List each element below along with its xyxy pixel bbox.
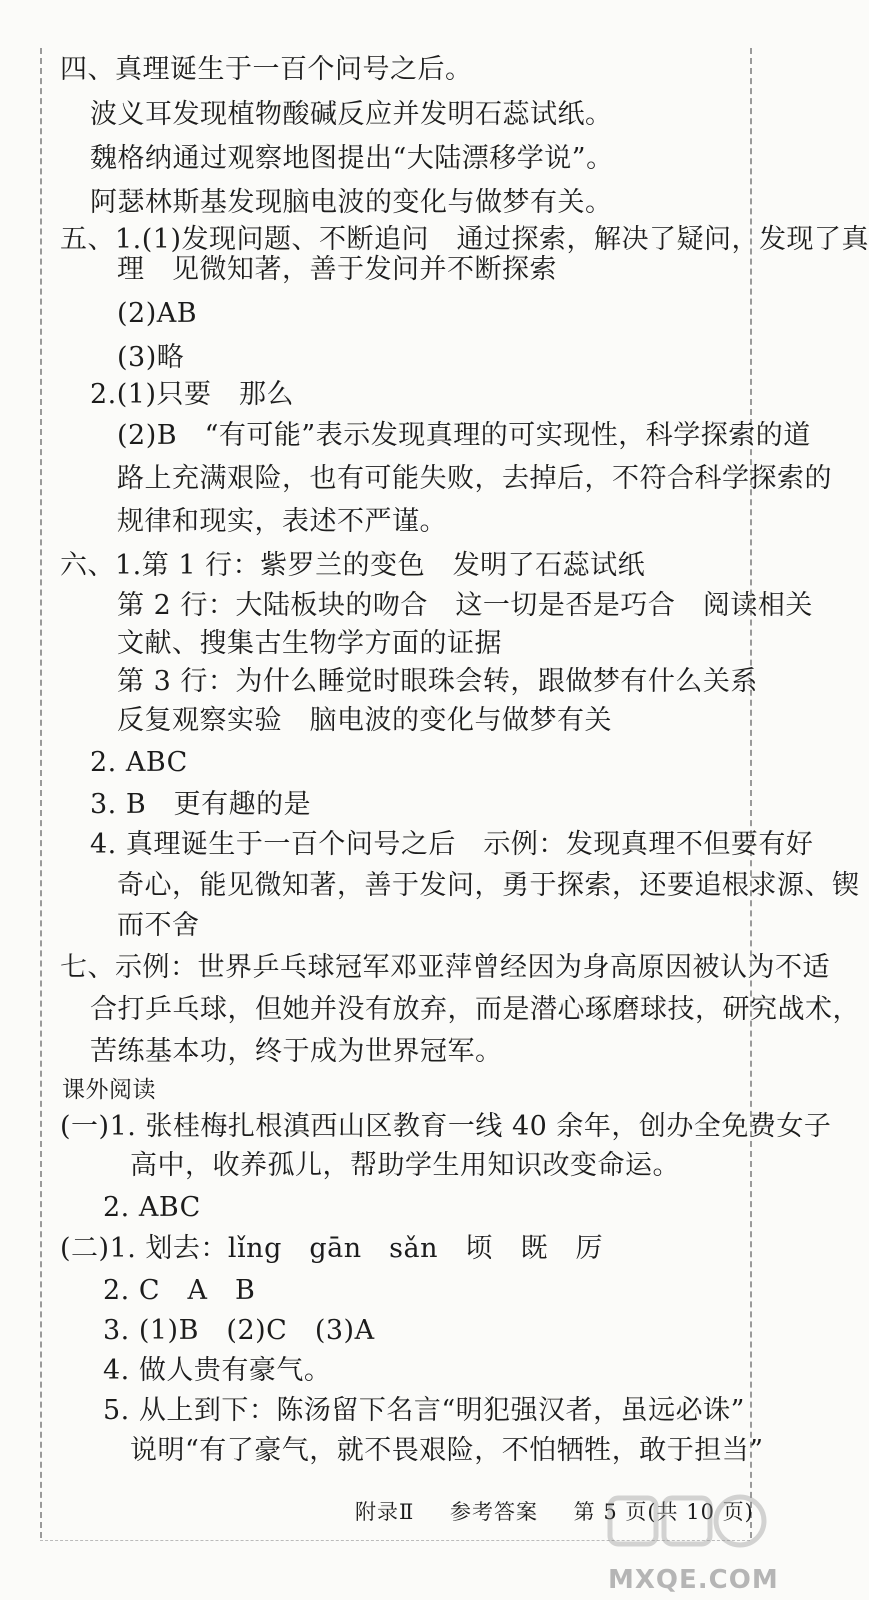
answer-line-35: 说明“有了豪气，就不畏艰险，不怕牺牲，敢于担当” (130, 1435, 764, 1466)
answer-line-2: 波义耳发现植物酸碱反应并发明石蕊试纸。 (90, 99, 613, 130)
watermark-text: MXQE.COM (608, 1565, 779, 1595)
footer-section: 参考答案 (449, 1500, 538, 1524)
answer-line-9: 2.(1)只要 那么 (90, 379, 295, 410)
answer-line-15: 文献、搜集古生物学方面的证据 (117, 628, 502, 659)
answer-line-28: 高中，收养孤儿，帮助学生用知识改变命运。 (130, 1150, 680, 1181)
answer-line-32: 3. (1)B (2)C (3)A (103, 1315, 375, 1346)
answer-line-1: 四、真理诞生于一百个问号之后。 (60, 54, 473, 85)
answer-line-22: 而不舍 (117, 910, 200, 941)
answer-line-23: 七、示例：世界乒乓球冠军邓亚萍曾经因为身高原因被认为不适 (60, 952, 830, 983)
footer-appendix: 附录Ⅱ (355, 1500, 415, 1524)
answer-line-25: 苦练基本功，终于成为世界冠军。 (90, 1036, 503, 1067)
answer-line-13: 六、1.第 1 行：紫罗兰的变色 发明了石蕊试纸 (60, 550, 646, 581)
answer-line-17: 反复观察实验 脑电波的变化与做梦有关 (117, 705, 612, 736)
answer-line-27: (一)1. 张桂梅扎根滇西山区教育一线 40 余年，创办全免费女子 (60, 1111, 832, 1142)
answer-line-6: 理 见微知著，善于发问并不断探索 (117, 254, 557, 285)
answer-line-8: (3)略 (117, 342, 185, 373)
answer-line-11: 路上充满艰险，也有可能失败，去掉后，不符合科学探索的 (117, 463, 832, 494)
answer-line-20: 4. 真理诞生于一百个问号之后 示例：发现真理不但要有好 (90, 829, 814, 860)
answer-line-19: 3. B 更有趣的是 (90, 789, 312, 820)
answer-line-5: 五、1.(1)发现问题、不断追问 通过探索，解决了疑问，发现了真 (60, 224, 869, 255)
answer-line-30: (二)1. 划去：lǐng gān sǎn 顷 既 厉 (60, 1233, 603, 1264)
answer-line-10: (2)B “有可能”表示发现真理的可实现性，科学探索的道 (117, 420, 811, 451)
answer-line-14: 第 2 行：大陆板块的吻合 这一切是否是巧合 阅读相关 (117, 590, 813, 621)
section-heading-extracurricular: 课外阅读 (62, 1077, 156, 1103)
answer-line-18: 2. ABC (90, 747, 188, 778)
left-margin-line (40, 48, 42, 1538)
footer-page-number: 第 5 页(共 10 页) (573, 1500, 754, 1524)
answer-line-4: 阿瑟林斯基发现脑电波的变化与做梦有关。 (90, 187, 613, 218)
right-margin-line (750, 48, 752, 1538)
answer-line-34: 5. 从上到下：陈汤留下名言“明犯强汉者，虽远必诛” (103, 1395, 745, 1426)
answer-line-31: 2. C A B (103, 1275, 256, 1306)
answer-line-21: 奇心，能见微知著，善于发问，勇于探索，还要追根求源、锲 (117, 870, 860, 901)
answer-line-7: (2)AB (117, 298, 198, 329)
answer-line-33: 4. 做人贵有豪气。 (103, 1355, 332, 1386)
answer-line-3: 魏格纳通过观察地图提出“大陆漂移学说”。 (90, 143, 614, 174)
answer-line-16: 第 3 行：为什么睡觉时眼珠会转，跟做梦有什么关系 (117, 666, 758, 697)
answer-line-24: 合打乒乓球，但她并没有放弃，而是潜心琢磨球技，研究战术， (90, 994, 860, 1025)
answer-line-29: 2. ABC (103, 1192, 201, 1223)
answer-line-12: 规律和现实，表述不严谨。 (117, 506, 447, 537)
